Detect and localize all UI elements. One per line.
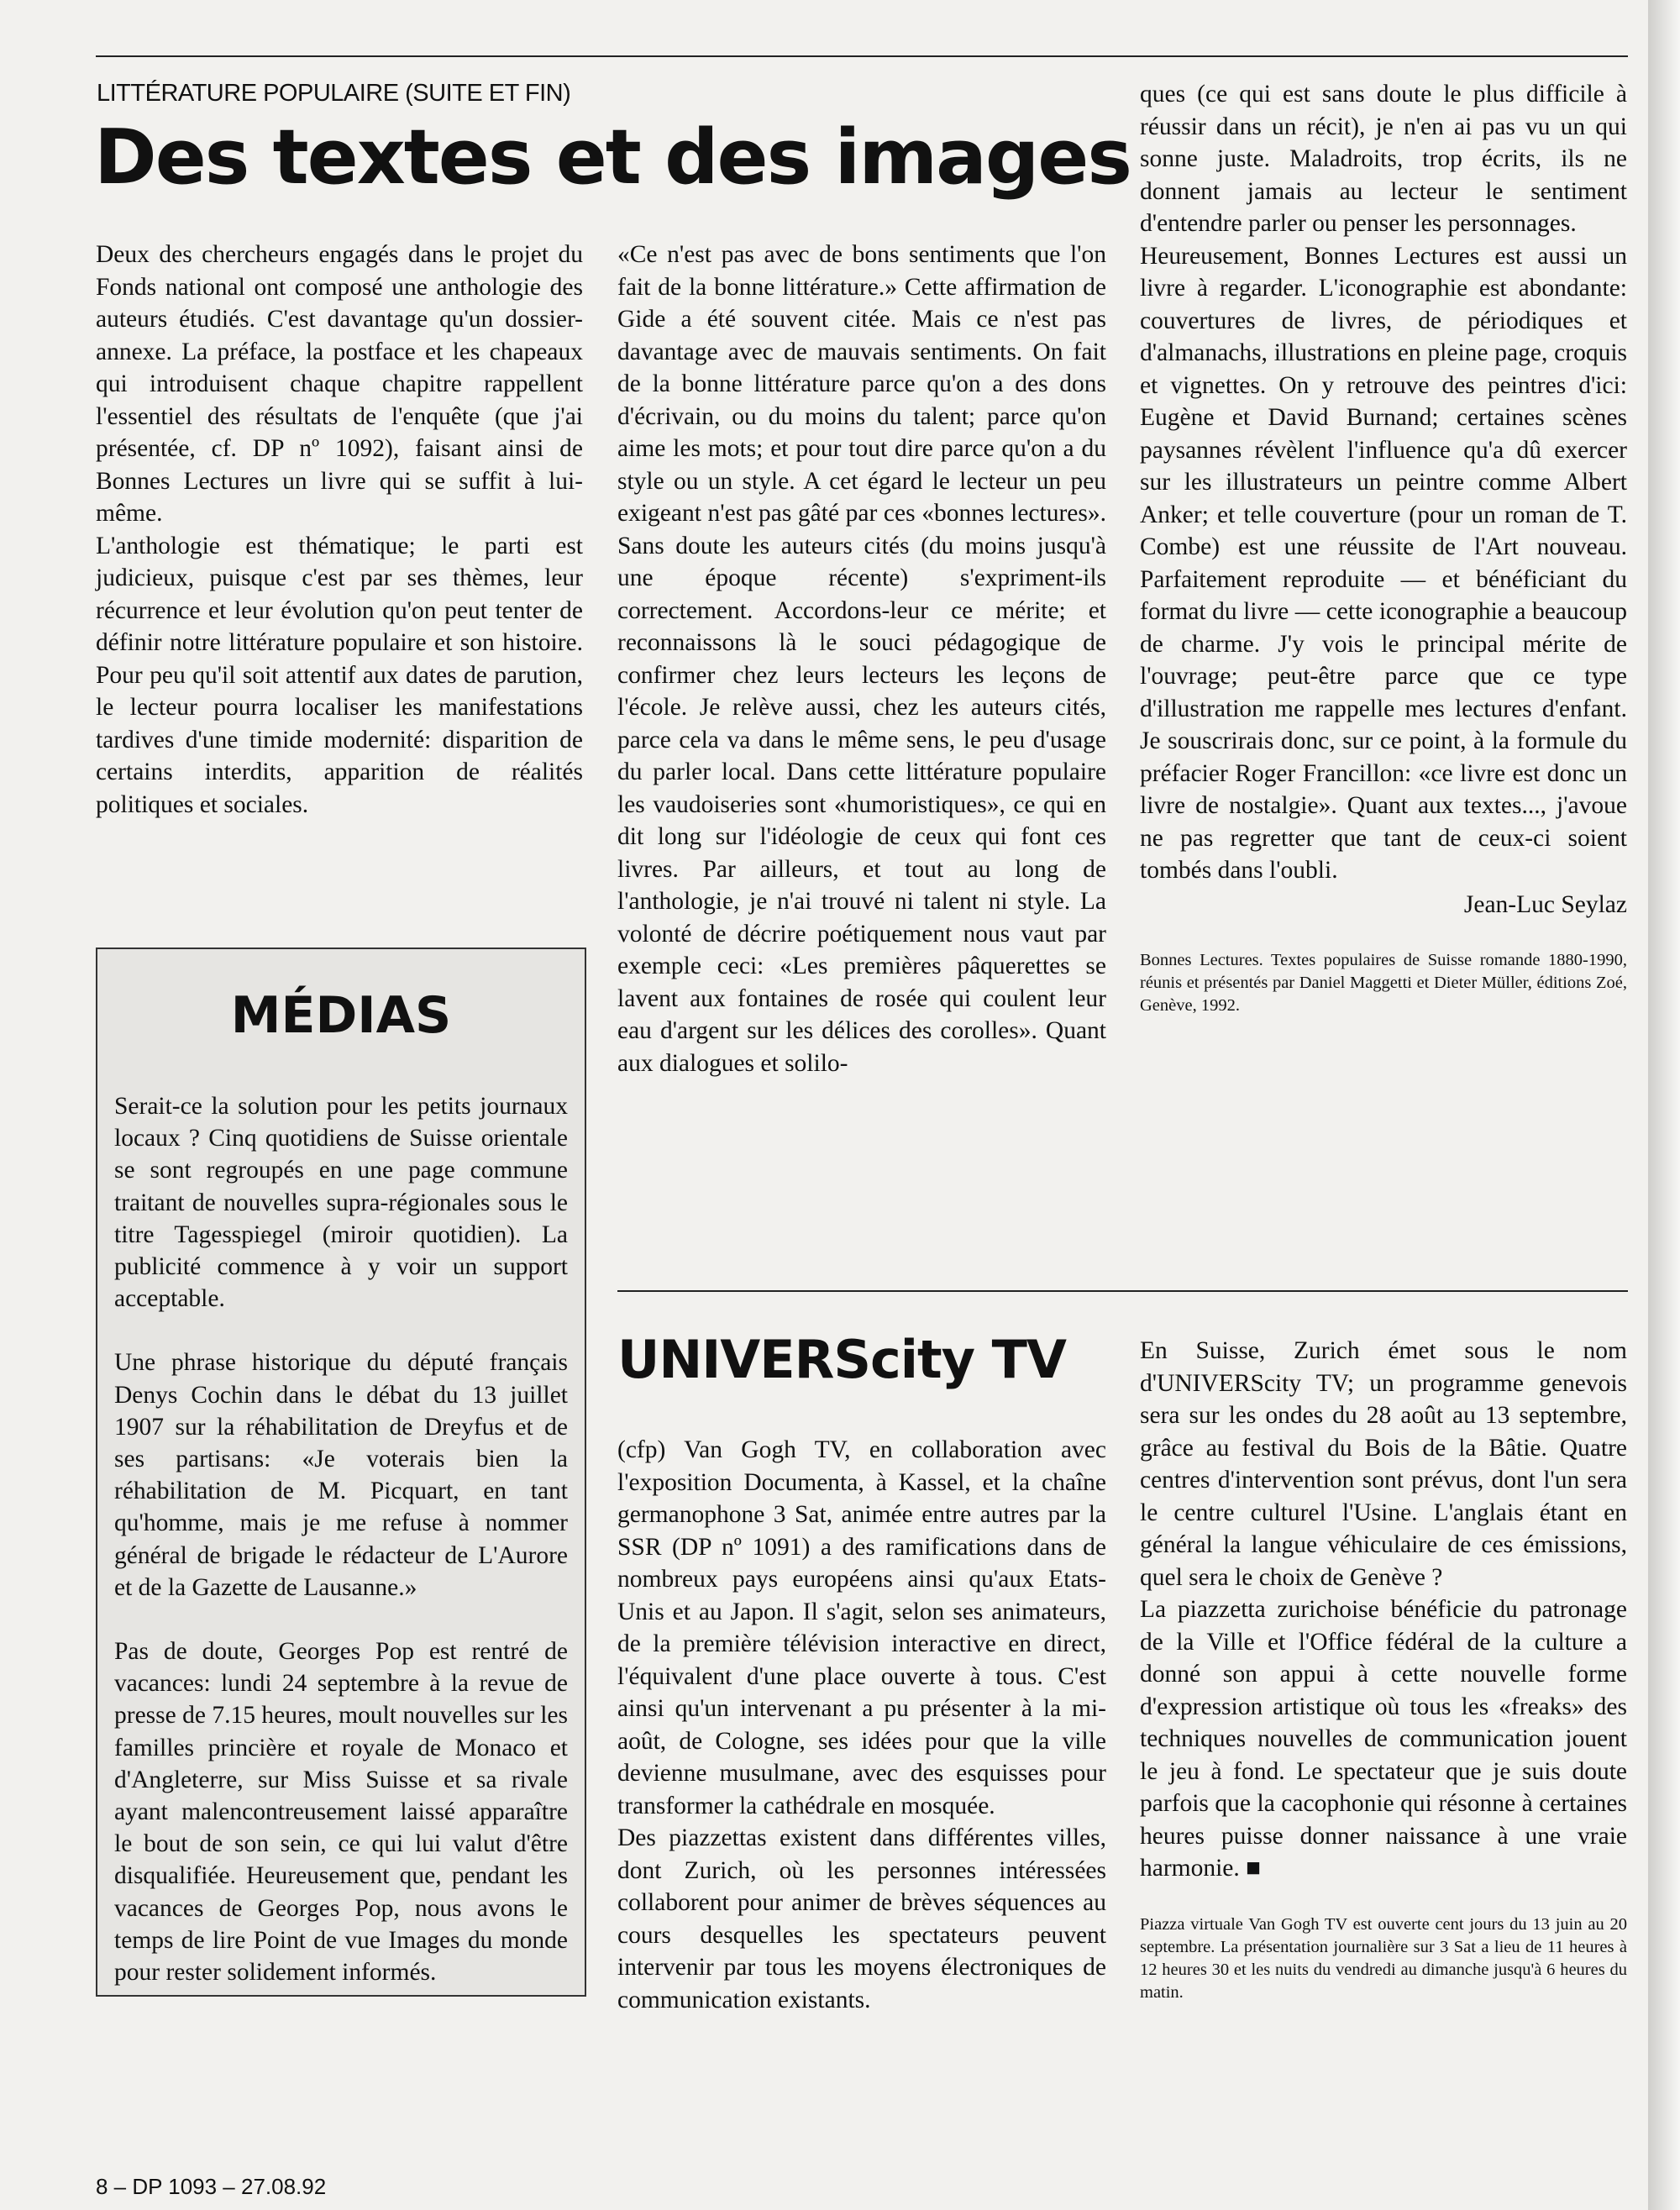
medias-paragraph: Pas de doute, Georges Pop est rentré de vacances: lundi 24 septembre à la revue de presse de 7.15 heures, moult nouvelles sur les familles princière et royale de Monaco et d'Angleterre, sur Miss Suisse et sa rivale ayant malencontreusement laissé apparaître le bout de son sein, ce qui lui valut d'être disqualifiée. Heureusement que, pendant les vacances de Georges Pop, nous avons le temps de lire Point de vue Images du monde pour rester solidement informés.	[114, 1638, 568, 1987]
article-paragraph: Heureusement, Bonnes Lectures est aussi un livre à regarder. L'iconographie est abondante: couvertures de livres, de périodiques et d'almanachs, illustrations en pleine page, croquis et vignettes. On y retrouve des peintres d'ici: Eugène et David Burnand; certaines scènes paysannes révèlent l'influence qu'a dû exercer sur les illustrateurs un peintre comme Albert Anker; et telle couverture (pour un roman de T. Combe) est une réussite de l'Art nouveau. Parfaitement reproduite — et bénéficiant du format du livre — cette iconographie a beaucoup de charme. J'y vois le principal mérite de l'ouvrage; peut-être parce que ce type d'illustration me rappelle mes lectures d'enfant. Je souscrirais donc, sur ce point, à la formule du préfacier Roger Francillon: «ce livre est donc un livre de nostalgie». Quant aux textes..., j'avoue ne pas regretter que tant de ceux-ci soient tombés dans l'oubli.	[1140, 242, 1627, 884]
universcity-paragraph: La piazzetta zurichoise bénéficie du patronage de la Ville et l'Office fédéral de la culture a donné son appui à cette nouvelle forme d'expression artistique où tous les «freaks» des techniques nouvelles de communication jouent le jeu à fond. Le spectateur que je suis doute parfois que la cacophonie qui résonne à certaines heures puisse donner naissance à une vraie harmonie. ■	[1140, 1596, 1627, 1882]
universcity-paragraph: Des piazzettas existent dans différentes villes, dont Zurich, où les personnes intéressées collaborent pour animer de brèves séquences au cours desquelles les spectateurs peuvent intervenir par tous les moyens électroniques de communication existants.	[617, 1824, 1106, 2013]
article-paragraph: L'anthologie est thématique; le parti est judicieux, puisque c'est par ses thèmes, leur récurrence et leur évolution qu'on peut tenter de définir notre littérature populaire et son histoire. Pour peu qu'il soit attentif aux dates de parution, le lecteur pourra localiser les manifestations tardives d'une timide modernité: disparition de certains interdits, apparition de réalités politiques et sociales.	[96, 532, 583, 818]
article-paragraph: «Ce n'est pas avec de bons sentiments que l'on fait de la bonne littérature.» Cette affirmation de Gide a été souvent citée. Mais ce n'est pas davantage avec de mauvais sentiments. On fait de la bonne littérature parce qu'on a des dons d'écrivain, ou du moins du talent; parce qu'on aime les mots; et pour tout dire parce qu'on a du style ou un style. A cet égard le lecteur un peu exigeant n'est pas gâté par ces «bonnes lectures». Sans doute les auteurs cités (du moins jusqu'à une époque récente) s'expriment-ils correctement. Accordons-leur ce mérite; et reconnaissons là le souci pédagogique de confirmer chez leurs lecteurs les leçons de l'école. Je relève aussi, chez les auteurs cités, parce cela va dans le même sens, le peu d'usage du parler local. Dans cette littérature populaire les vaudoiseries sont «humoristiques», ce qui en dit long sur l'idéologie de ceux qui font ces livres. Par ailleurs, et tout au long de l'anthologie, je n'ai trouvé ni talent ni style. La volonté de décrire poétiquement nous vaut par exemple ceci: «Les premières pâquerettes se lavent aux fontaines de rosée qui coulent leur eau d'argent sur les délices des corolles». Quant aux dialogues et solilo-	[617, 241, 1106, 1077]
universcity-title: UNIVERScity TV	[617, 1329, 1066, 1390]
article-paragraph: ques (ce qui est sans doute le plus difficile à réussir dans un récit), je n'en ai pas vu un qui sonne juste. Maladroits, trop écrits, ils ne donnent jamais au lecteur le sentiment d'entendre parler ou penser les personnages.	[1140, 81, 1627, 237]
universcity-column-2	[1140, 1335, 1627, 2004]
author-signature: Jean-Luc Seylaz	[1463, 890, 1627, 918]
section-rule	[617, 1290, 1628, 1292]
medias-body	[114, 1090, 568, 1988]
article-paragraph: Deux des chercheurs engagés dans le projet du Fonds national ont composé une anthologie des auteurs étudiés. C'est davantage qu'un dossier-annexe. La préface, la postface et les chapeaux qui introduisent chaque chapitre rappellent l'essentiel des résultats de l'enquête (que j'ai présentée, cf. DP nº 1092), faisant ainsi de Bonnes Lectures un livre qui se suffit à lui-même.	[96, 241, 583, 527]
medias-title: MÉDIAS	[230, 986, 452, 1045]
section-kicker: LITTÉRATURE POPULAIRE (SUITE ET FIN)	[97, 80, 571, 107]
universcity-paragraph: En Suisse, Zurich émet sous le nom d'UNIVERScity TV; un programme genevois sera sur les ondes du 28 août au 13 septembre, grâce au festival du Bois de la Bâtie. Quatre centres d'intervention sont prévus, dont l'un sera le centre culturel l'Usine. L'anglais étant en général la langue véhiculaire de ces émissions, quel sera le choix de Genève ?	[1140, 1337, 1627, 1591]
page-edge-shadow	[1648, 0, 1680, 2210]
article-column-2	[617, 239, 1106, 1079]
universcity-note: Piazza virtuale Van Gogh TV est ouverte cent jours du 13 juin au 20 septembre. La présentation journalière sur 3 Sat a lieu de 11 heures à 12 heures 30 et les nuits du vendredi au dimanche jusqu'à 6 heures du matin.	[1140, 1914, 1627, 2002]
page-folio: 8 – DP 1093 – 27.08.92	[96, 2174, 327, 2199]
article-column-3	[1140, 78, 1627, 1017]
top-rule	[96, 55, 1628, 57]
book-reference-note: Bonnes Lectures. Textes populaires de Suisse romande 1880-1990, réunis et présentés par Daniel Maggetti et Dieter Müller, éditions Zoé, Genève, 1992.	[1140, 951, 1627, 1015]
article-headline: Des textes et des images	[94, 113, 1131, 202]
medias-box	[96, 948, 586, 1997]
medias-paragraph: Serait-ce la solution pour les petits journaux locaux ? Cinq quotidiens de Suisse orientale se sont regroupés en une page commune traitant de nouvelles supra-régionales sous le titre Tagesspiegel (miroir quotidien). La publicité commence à y voir un support acceptable.	[114, 1093, 568, 1313]
article-column-1	[96, 239, 583, 821]
medias-paragraph: Une phrase historique du député français Denys Cochin dans le débat du 13 juillet 1907 sur la réhabilitation de Dreyfus et de ses partisans: «Je voterais bien la réhabilitation de M. Picquart, en tant qu'homme, mais je me refuse à nommer général de brigade le rédacteur de L'Aurore et de la Gazette de Lausanne.»	[114, 1349, 568, 1601]
universcity-column-1	[617, 1434, 1106, 2016]
universcity-paragraph: (cfp) Van Gogh TV, en collaboration avec l'exposition Documenta, à Kassel, et la chaîne germanophone 3 Sat, animée entre autres par la SSR (DP nº 1091) a des ramifications dans de nombreux pays européens ainsi qu'aux Etats-Unis et au Japon. Il s'agit, selon ses animateurs, de la première télévision interactive en direct, l'équivalent d'une place ouverte à tous. C'est ainsi qu'un intervenant a pu présenter à la mi-août, de Cologne, ses idées pour que la ville devienne musulmane, avec des esquisses pour transformer la cathédrale en mosquée.	[617, 1436, 1106, 1819]
